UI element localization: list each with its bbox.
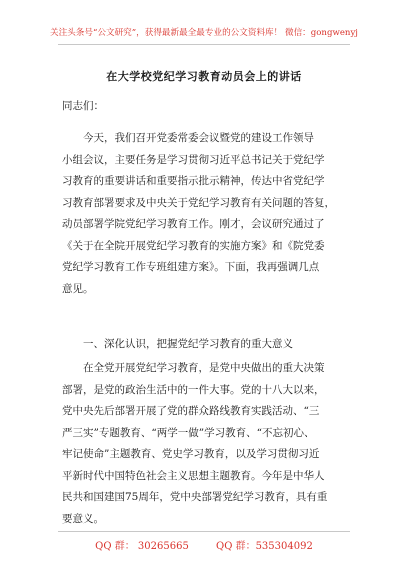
header-divider [58, 44, 350, 45]
footer-qq-group-1: QQ 群： 30265665 [95, 541, 189, 552]
paragraph-line: 要意义。 [62, 512, 104, 525]
paragraph-line: 在全党开展党纪学习教育，是党中央做出的重大决策 [83, 362, 325, 374]
section-heading-1: 一、深化认识，把握党纪学习教育的重大意义 [83, 338, 293, 350]
footer-divider [58, 531, 350, 532]
paragraph-line: 民共和国建国75周年，党中央部署党纪学习教育，具有重 [62, 491, 328, 503]
footer-qq-group-2: QQ 群：535304092 [216, 541, 313, 552]
paragraph-intro [62, 128, 348, 300]
paragraph-line: 平新时代中国特色社会主义思想主题教育。今年是中华人 [62, 469, 325, 482]
paragraph-line: 今天，我们召开党委常委会议暨党的建设工作领导 [83, 132, 314, 144]
paragraph-line: 部署，是党的政治生活中的一件大事。党的十八大以来， [62, 383, 325, 396]
footer-contact [0, 537, 408, 552]
paragraph-section1 [62, 358, 348, 530]
paragraph-line: 习教育部署要求及中央关于党纪学习教育有关问题的答复， [62, 196, 335, 209]
header-promo-text: 关注头条号“公文研究”，获得最新最全最专业的公文资料库！ 微信：gongwenyj [50, 28, 358, 38]
paragraph-line: 《关于在全院开展党纪学习教育的实施方案》和《院党委 [62, 239, 325, 252]
paragraph-line: 小组会议，主要任务是学习贯彻习近平总书记关于党纪学 [62, 153, 325, 166]
paragraph-line: 习教育的重要讲话和重要指示批示精神，传达中省党纪学 [62, 175, 325, 187]
document-title: 在大学校党纪学习教育动员会上的讲话 [106, 70, 302, 83]
paragraph-line: 牢记使命”主题教育、党史学习教育，以及学习贯彻习近 [62, 448, 320, 460]
paragraph-line: 党中央先后部署开展了党的群众路线教育实践活动、“三 [62, 405, 320, 417]
paragraph-line: 意见。 [62, 282, 94, 295]
paragraph-line: 动员部署学院党纪学习教育工作。刚才，会议研究通过了 [62, 218, 325, 230]
salutation: 同志们： [62, 100, 104, 112]
paragraph-line: 党纪学习教育工作专班组建方案》。下面，我再强调几点 [62, 261, 320, 273]
paragraph-line: 严三实”专题教育、“两学一做”学习教育、“不忘初心、 [62, 426, 315, 439]
